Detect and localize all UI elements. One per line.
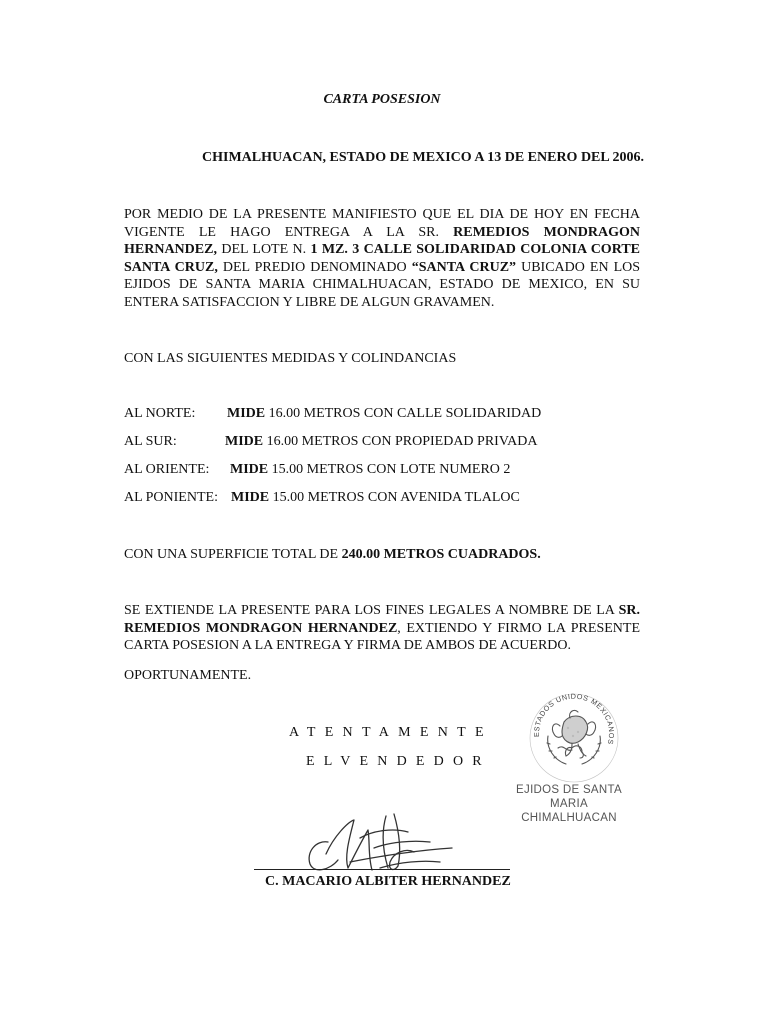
- property-name: “SANTA CRUZ”: [411, 259, 517, 275]
- boundary-detail: 15.00 METROS CON AVENIDA TLALOC: [269, 490, 520, 505]
- boundary-detail: 16.00 METROS CON CALLE SOLIDARIDAD: [265, 406, 542, 421]
- stamp-line: CHIMALHUACAN: [521, 812, 617, 824]
- extension-paragraph: [124, 602, 640, 655]
- seller-role: ELVENDEDOR: [306, 754, 491, 769]
- boundary-direction: AL ORIENTE:: [124, 462, 210, 477]
- signature-line: [254, 869, 510, 870]
- declaration-text-2: DEL LOTE N.: [216, 242, 311, 257]
- boundary-detail: 15.00 METROS CON LOTE NUMERO 2: [268, 462, 511, 477]
- regards-text: ATENTAMENTE: [289, 725, 493, 740]
- place-and-date: CHIMALHUACAN, ESTADO DE MEXICO A 13 DE ENERO DEL 2006.: [202, 150, 644, 165]
- boundary-direction: AL PONIENTE:: [124, 490, 218, 505]
- boundary-keyword: MIDE: [225, 434, 264, 449]
- measures-intro: CON LAS SIGUIENTES MEDIDAS Y COLINDANCIAS: [124, 351, 457, 366]
- extension-text-1: SE EXTIENDE LA PRESENTE PARA LOS FINES LEGALES A NOMBRE DE LA: [124, 603, 619, 618]
- declaration-text-3: DEL PREDIO DENOMINADO: [217, 259, 412, 275]
- signer-name: C. MACARIO ALBITER HERNANDEZ: [265, 874, 511, 889]
- lot-address: 1 MZ. 3 CALLE SOLIDARIDAD COLONIA CORTE SANTA CRUZ,: [124, 242, 640, 275]
- extension-text-2: , EXTIENDO Y FIRMO LA PRESENTE CARTA POSESION A LA ENTREGA Y FIRMA DE AMBOS DE ACUERDO.: [124, 620, 641, 653]
- boundary-keyword: MIDE: [227, 406, 266, 421]
- surface-text: CON UNA SUPERFICIE TOTAL DE: [124, 547, 342, 562]
- boundary-direction: AL SUR:: [124, 434, 177, 449]
- declaration-paragraph: [124, 206, 640, 311]
- stamp-line: MARIA: [550, 798, 588, 810]
- declaration-text-4: UBICADO EN LOS EJIDOS DE SANTA MARIA CHIMALHUACAN, ESTADO DE MEXICO, EN SU ENTERA SATISFACCION Y LIBRE DE ALGUN GRAVAMEN.: [124, 259, 641, 310]
- beneficiary-name: SR. REMEDIOS MONDRAGON HERNANDEZ: [124, 603, 640, 636]
- recipient-name: REMEDIOS MONDRAGON HERNANDEZ,: [124, 224, 640, 257]
- svg-text:ESTADOS UNIDOS MEXICANOS: ESTADOS UNIDOS MEXICANOS: [531, 691, 617, 746]
- stamp-label: [502, 783, 636, 825]
- boundary-keyword: MIDE: [230, 462, 269, 477]
- boundary-direction: AL NORTE:: [124, 406, 196, 421]
- closing-word: OPORTUNAMENTE.: [124, 668, 252, 683]
- official-seal-emblem: [526, 688, 622, 784]
- surface-value: 240.00 METROS CUADRADOS.: [341, 547, 541, 562]
- boundary-detail: 16.00 METROS CON PROPIEDAD PRIVADA: [263, 434, 538, 449]
- boundary-keyword: MIDE: [231, 490, 270, 505]
- total-surface: [124, 546, 640, 564]
- declaration-text-1: POR MEDIO DE LA PRESENTE MANIFIESTO QUE EL DIA DE HOY EN FECHA VIGENTE LE HAGO ENTREGA A LA SR.: [124, 207, 640, 240]
- stamp-line: EJIDOS DE SANTA: [516, 784, 622, 796]
- document-title: CARTA POSESION: [323, 92, 441, 107]
